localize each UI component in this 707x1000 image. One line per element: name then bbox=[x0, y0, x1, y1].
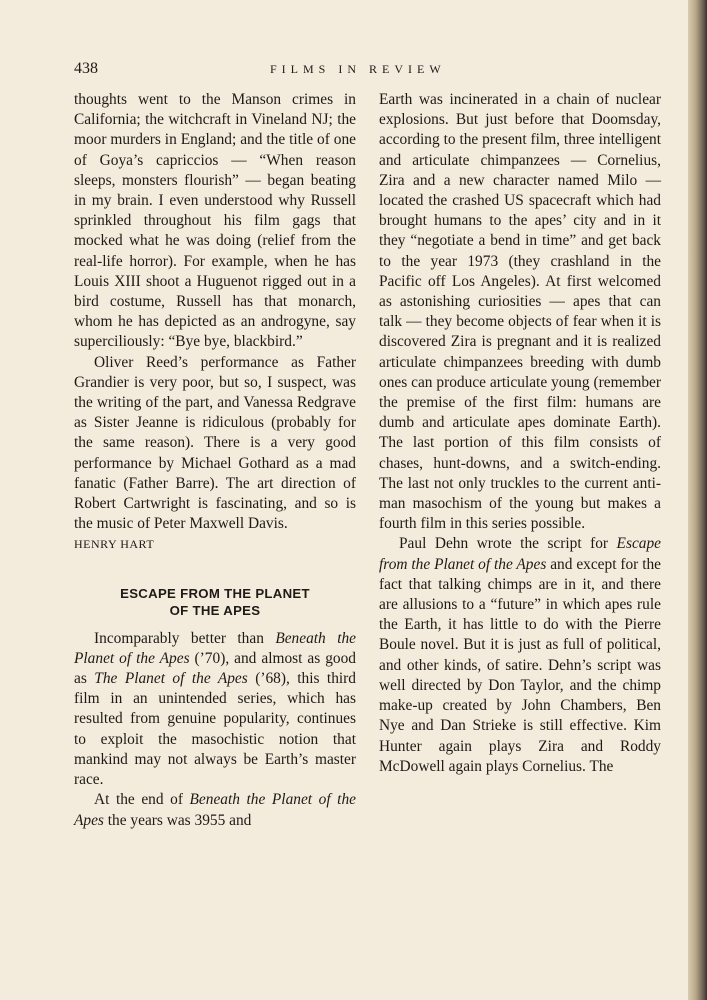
paragraph bbox=[379, 534, 661, 776]
text-run: (’70), and almost as good as bbox=[74, 649, 356, 688]
text-run: Paul Dehn wrote the script for bbox=[399, 535, 617, 553]
text-run: and except for the fact that talking chimps are in it, and there are allusions to a “future” in which apes rule the Earth, it has little to do with the Pierre Boule novel. But it is just as full of political, and other kinds, of satire. Dehn’s script was well directed by Don Taylor, and the chimp make-up created by John Chambers, Ben Nye and Dan Strieke is still effective. Kim Hunter again plays Zira and Roddy McDowell again plays Cornelius. The bbox=[379, 555, 661, 775]
author-signature: HENRY HART bbox=[74, 537, 155, 552]
page-edge bbox=[688, 0, 707, 1000]
review-title-line: OF THE APES bbox=[169, 602, 261, 618]
right-column bbox=[379, 90, 661, 777]
text-run: At the end of bbox=[94, 791, 190, 809]
paragraph: Oliver Reed’s performance as Father Grandier is very poor, but so, I suspect, was the writing of the part, and Vanessa Redgrave as Sister Jeanne is ridiculous (probably for the same reason). There is a very good performance by Michael Gothard as a mad fanatic (Father Barre). The art direction of Robert Cartwright is fascinating, and so is the music of Peter Maxwell Davis. bbox=[74, 353, 356, 533]
film-title: The Planet of the Apes bbox=[94, 670, 248, 688]
paragraph bbox=[74, 790, 356, 830]
text-run: the years was 3955 and bbox=[103, 811, 252, 829]
running-title: FILMS IN REVIEW bbox=[270, 62, 446, 76]
left-column bbox=[74, 90, 356, 831]
paragraph bbox=[74, 629, 356, 791]
text-run: (’68), this third film in an unintended series, which has resulted from genuine popularity, continues to exploit the masochistic notion that mankind may not always be Earth’s master race. bbox=[74, 670, 357, 789]
review-title-line: ESCAPE FROM THE PLANET bbox=[120, 585, 310, 601]
page-header bbox=[74, 60, 664, 84]
film-title: Escape from the Planet of the Apes bbox=[379, 535, 661, 573]
paragraph: Earth was incinerated in a chain of nuclear explosions. But just before that Doomsday, according to the present film, three intelligent and articulate chimpanzees — Cornelius, Zira and a new character named Milo — located the crashed US spacecraft which had brought humans to the apes’ city and in it they “negotiate a bend in time” and get back to the year 1973 (they crashland in the Pacific off Los Angeles). At first welcomed as astonishing curiosities — apes that can talk — they become objects of fear when it is discovered Zira is pregnant and it is realized articulate chimpanzees breeding with dumb ones can produce articulate young (remember the premise of the first film: humans are dumb and articulate apes dominate Earth). The last portion of this film consists of chases, hunt-downs, and a switch-ending. The last not only truckles to the current anti-man masochism of the young but makes a fourth film in this series possible. bbox=[379, 91, 661, 533]
text-run: Incomparably better than bbox=[94, 629, 276, 647]
review-title bbox=[74, 585, 356, 619]
paragraph: thoughts went to the Manson crimes in California; the witchcraft in Vineland NJ; the moor murders in England; and the title of one of Goya’s capriccios — “When reason sleeps, monsters flourish” — began beating in my brain. I even understood why Russell sprinkled throughout his film gags that mocked what he was doing (relief from the real-life horror). For example, when he has Louis XIII shoot a Huguenot rigged out in a bird costume, Russell has that monarch, whom he has depicted as an androgyne, say superciliously: “Bye bye, blackbird.” bbox=[74, 91, 356, 351]
page-number: 438 bbox=[74, 60, 98, 77]
film-title: Beneath the Planet of the Apes bbox=[74, 791, 356, 829]
film-title: Beneath the Planet of the Apes bbox=[74, 629, 356, 667]
